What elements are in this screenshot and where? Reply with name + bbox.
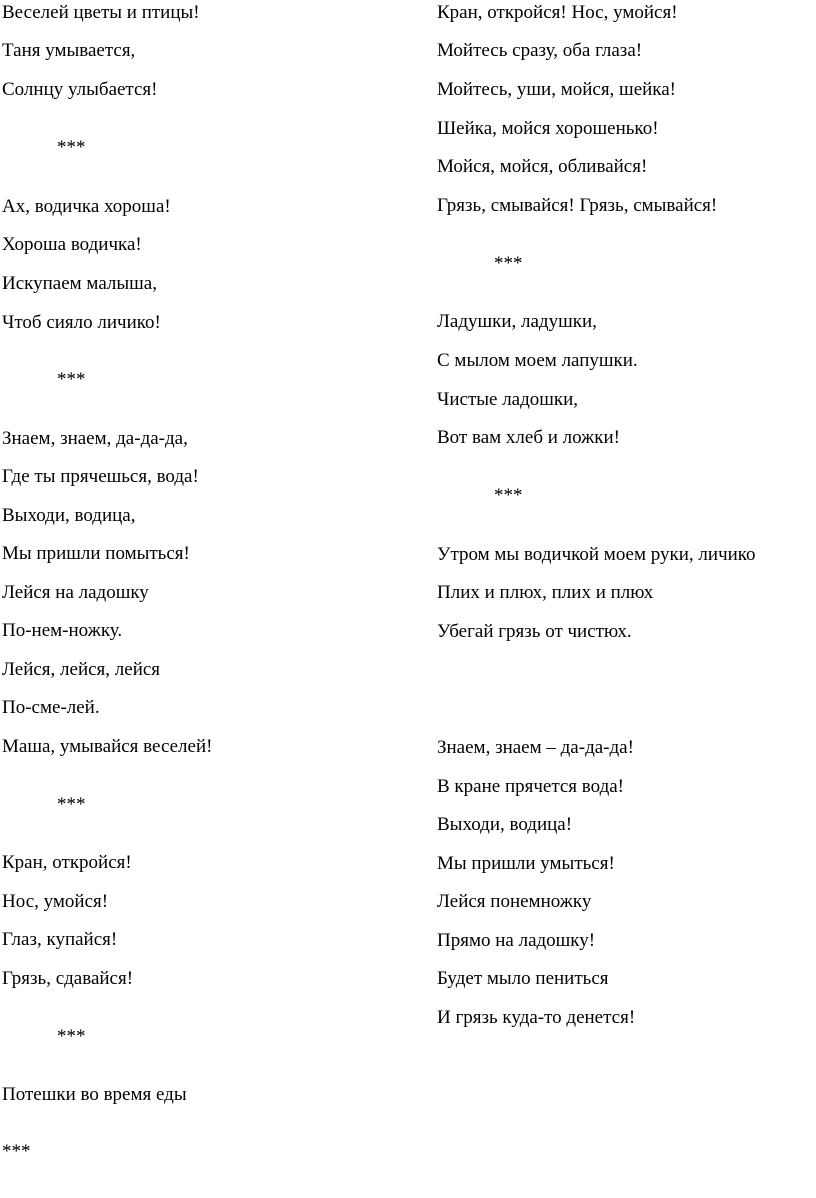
poem-line: Мойтесь сразу, оба глаза! (437, 40, 643, 61)
poem-line: Искупаем малыша, (2, 273, 157, 294)
poem-line: Мы пришли помыться! (2, 543, 190, 564)
poem-line: Плих и плюх, плих и плюх (437, 582, 654, 603)
poem-line: С мылом моем лапушки. (437, 350, 638, 371)
stanza-separator: *** (494, 253, 523, 274)
poem-line: Чистые ладошки, (437, 389, 579, 410)
poem-line: Знаем, знаем, да-да-да, (2, 428, 188, 449)
poem-line: Лейся на ладошку (2, 582, 149, 603)
stanza-separator: *** (57, 794, 86, 815)
poem-line: Маша, умывайся веселей! (2, 736, 213, 757)
poem-line: Хороша водичка! (2, 234, 142, 255)
poem-line: Ладушки, ладушки, (437, 311, 597, 332)
poem-line: Знаем, знаем – да-да-да! (437, 737, 634, 758)
poem-line: Шейка, мойся хорошенько! (437, 118, 659, 139)
poem-line: Кран, откройся! (2, 852, 132, 873)
poem-line: Лейся, лейся, лейся (2, 659, 161, 680)
poem-line: Выходи, водица! (437, 814, 573, 835)
poem-line: Выходи, водица, (2, 505, 136, 526)
poem-line: По-сме-лей. (2, 697, 100, 718)
poem-line: Грязь, смывайся! Грязь, смывайся! (437, 195, 718, 216)
stanza-separator: *** (494, 485, 523, 506)
stanza-separator: *** (57, 369, 86, 390)
poem-line: Мойтесь, уши, мойся, шейка! (437, 79, 676, 100)
poem-line: Где ты прячешься, вода! (2, 466, 199, 487)
poem-line: Утром мы водичкой моем руки, личико (437, 544, 756, 565)
poem-line: Мойся, мойся, обливайся! (437, 156, 648, 177)
poem-line: Убегай грязь от чистюх. (437, 621, 632, 642)
stanza-separator: *** (57, 137, 86, 158)
poem-line: Будет мыло пениться (437, 968, 609, 989)
poem-line: Грязь, сдавайся! (2, 968, 134, 989)
poem-line: И грязь куда-то денется! (437, 1007, 636, 1028)
poem-line: Таня умывается, (2, 40, 136, 61)
stanza-separator: *** (57, 1026, 86, 1047)
poem-line: Вот вам хлеб и ложки! (437, 427, 621, 448)
poem-line: Мы пришли умыться! (437, 853, 615, 874)
poem-line: Кран, откройся! Нос, умойся! (437, 2, 678, 23)
poem-line: В кране прячется вода! (437, 776, 625, 797)
poem-line: Чтоб сияло личико! (2, 312, 161, 333)
stanza-separator: *** (2, 1141, 31, 1162)
poem-line: Прямо на ладошку! (437, 930, 596, 951)
poem-line: Веселей цветы и птицы! (2, 2, 200, 23)
poem-line: Глаз, купайся! (2, 929, 118, 950)
poem-line: Солнцу улыбается! (2, 79, 158, 100)
poem-line: Нос, умойся! (2, 891, 109, 912)
poem-line: По-нем-ножку. (2, 620, 123, 641)
poem-line: Лейся понемножку (437, 891, 592, 912)
poem-line: Ах, водичка хороша! (2, 196, 171, 217)
poem-line: Потешки во время еды (2, 1084, 187, 1105)
